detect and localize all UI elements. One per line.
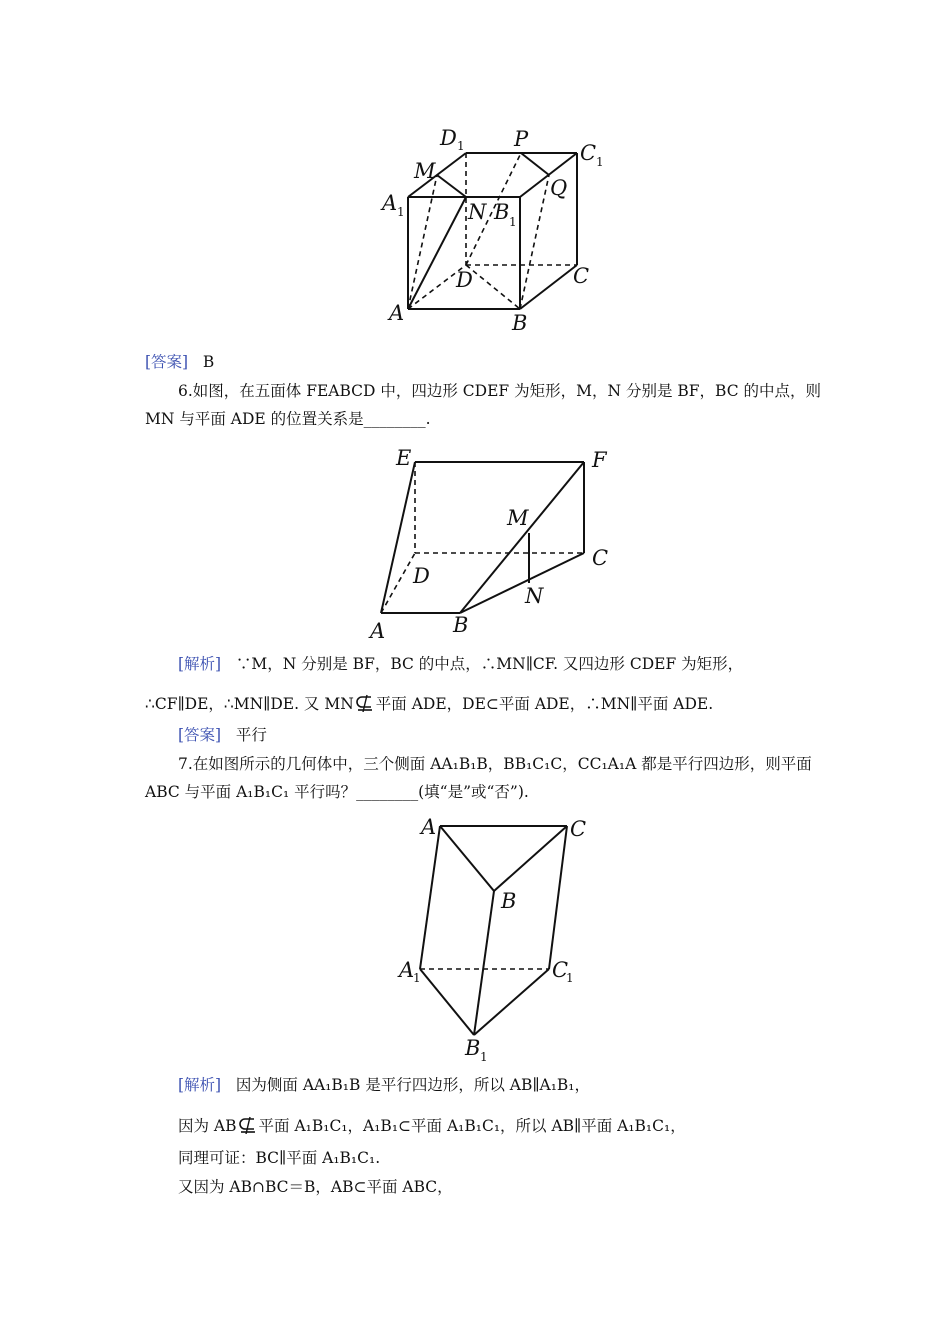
answer-tag: [答案] — [145, 353, 189, 371]
label-F: F — [592, 448, 607, 472]
label-C: C — [592, 546, 609, 570]
analysis-7-line-2: 因为 AB 平面 A₁B₁C₁，A₁B₁⊂平面 A₁B₁C₁，所以 AB∥平面 A₁B₁C₁， — [178, 1117, 686, 1135]
label-A1: A — [399, 958, 415, 982]
figure-pentahedron — [365, 440, 620, 645]
label-Q: Q — [550, 176, 568, 200]
not-subset-icon — [237, 1116, 259, 1134]
label-C: C — [573, 264, 590, 288]
label-A: A — [389, 301, 405, 325]
analysis-tag: [解析] — [178, 655, 222, 673]
label-M: M — [507, 506, 529, 530]
label-B: B — [453, 613, 469, 637]
analysis-tag: [解析] — [178, 1076, 222, 1094]
answer-5 — [145, 352, 214, 372]
label-C1: C — [580, 141, 597, 165]
label-A1: A — [382, 191, 398, 215]
answer-tag: [答案] — [178, 726, 222, 744]
not-subset-icon — [354, 694, 376, 712]
answer-6 — [178, 725, 267, 745]
label-B1: B — [494, 200, 510, 224]
question-7-line-1: 7.在如图所示的几何体中，三个侧面 AA₁B₁B，BB₁C₁C，CC₁A₁A 都是平行四边形，则平面 — [178, 755, 812, 773]
svg-text:1: 1 — [480, 1050, 488, 1064]
svg-text:1: 1 — [509, 215, 517, 229]
answer-value: B — [202, 353, 215, 371]
analysis-7-line-3: 同理可证：BC∥平面 A₁B₁C₁. — [178, 1149, 381, 1167]
analysis-7-line-1: [解析] 因为侧面 AA₁B₁B 是平行四边形，所以 AB∥A₁B₁， — [178, 1076, 591, 1094]
label-D: D — [456, 268, 473, 292]
svg-text:1: 1 — [457, 139, 465, 153]
label-N: N — [468, 200, 487, 224]
question-6-line-1: 6.如图，在五面体 FEABCD 中，四边形 CDEF 为矩形，M，N 分别是 BF，BC 的中点，则 — [178, 382, 821, 400]
label-N: N — [525, 584, 544, 608]
answer-value: 平行 — [235, 726, 267, 744]
svg-text:1: 1 — [397, 205, 405, 219]
label-B1: B — [465, 1036, 481, 1060]
label-B: B — [501, 889, 517, 913]
label-C1: C — [552, 958, 569, 982]
label-B: B — [512, 311, 528, 335]
svg-text:1: 1 — [413, 971, 421, 985]
label-M: M — [414, 159, 436, 183]
analysis-7-line-4: 又因为 AB∩BC＝B，AB⊂平面 ABC， — [178, 1178, 453, 1196]
figure-cube — [370, 120, 620, 335]
analysis-6-line-1: [解析] ∵M，N 分别是 BF，BC 的中点，∴MN∥CF. 又四边形 CDEF 为矩形， — [178, 655, 744, 673]
question-6-line-2: MN 与平面 ADE 的位置关系是________. — [145, 410, 431, 428]
label-C: C — [570, 817, 587, 841]
svg-text:1: 1 — [596, 155, 604, 169]
figure-prism — [395, 812, 595, 1064]
question-7-line-2: ABC 与平面 A₁B₁C₁ 平行吗？________(填“是”或“否”). — [145, 783, 529, 801]
label-D: D — [413, 564, 430, 588]
label-E: E — [396, 446, 412, 470]
label-D1: D — [440, 126, 457, 150]
label-A: A — [370, 619, 386, 643]
analysis-6-line-2: ∴CF∥DE，∴MN∥DE. 又 MN 平面 ADE，DE⊂平面 ADE，∴MN∥平面 ADE. — [145, 695, 714, 713]
label-A: A — [421, 815, 437, 839]
svg-text:1: 1 — [566, 971, 574, 985]
label-P: P — [514, 127, 529, 151]
